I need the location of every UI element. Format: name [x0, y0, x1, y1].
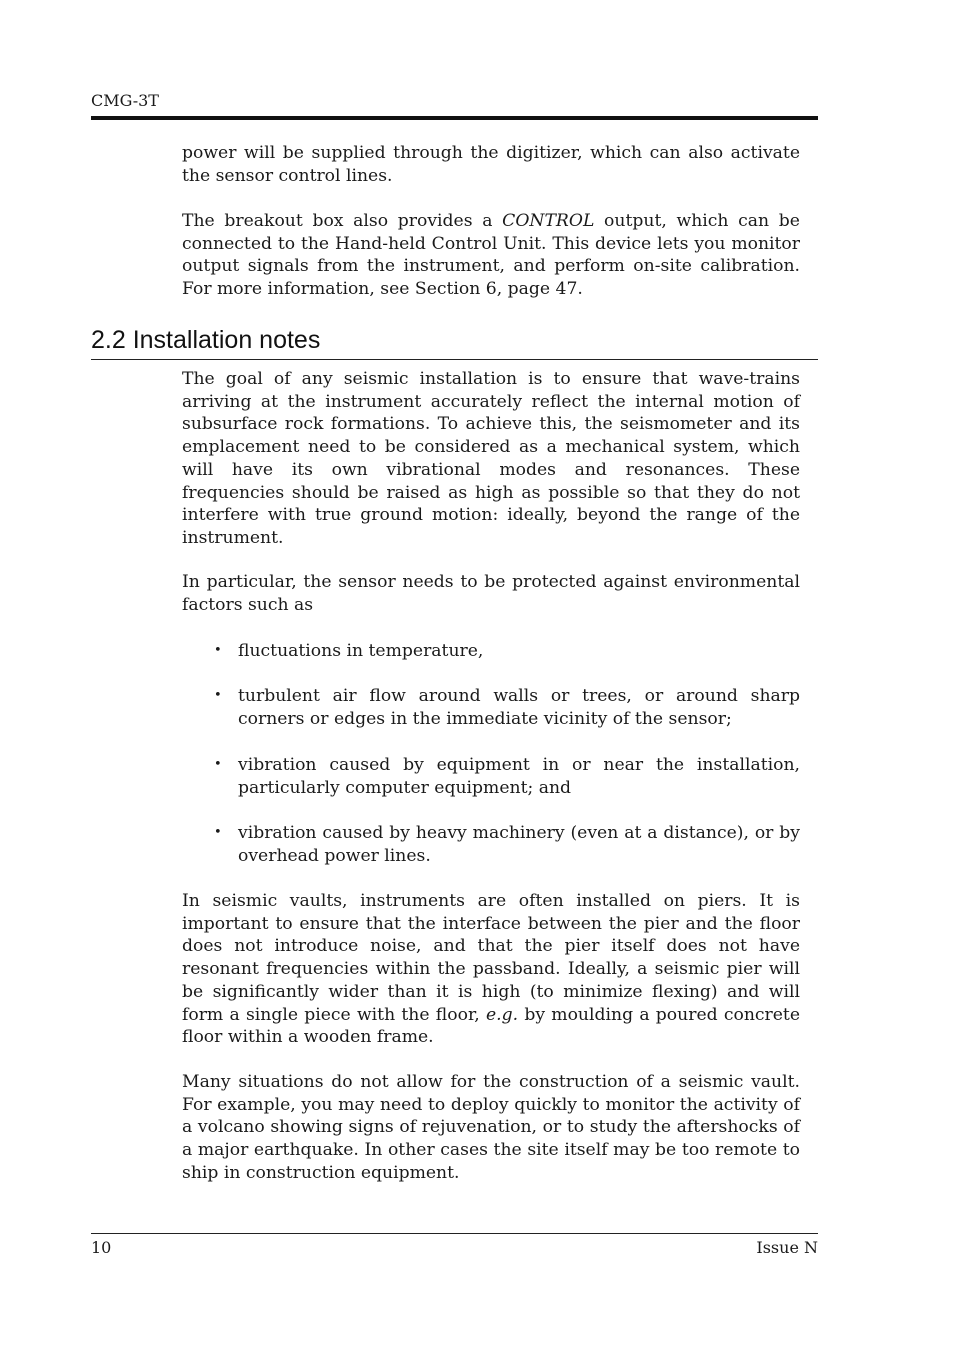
text-run: The breakout box also provides a: [182, 211, 503, 231]
paragraph-text: Many situations do not allow for the construction of a seismic vault. For example, you may need to deploy quickly to monitor the activity of a volcano showing signs of rejuvenation, or to study the aftershocks of a major earthquake. In other cases the site itself may be too remote to ship in construction equipment.: [182, 1072, 800, 1183]
text-run: output, which can be connected to the Hand-held Control Unit. This device lets you monitor output signals from the instrument, and perform on-site calibration. For more information, see Section 6, page 47.: [182, 211, 800, 300]
paragraph-text: power will be supplied through the digitizer, which can also activate the sensor control lines.: [182, 143, 800, 186]
paragraph-environmental-factors: [182, 571, 800, 616]
paragraph-breakout-box: [182, 210, 800, 301]
paragraph-text: In particular, the sensor needs to be protected against environmental factors such as: [182, 572, 800, 615]
paragraph-text: [182, 890, 800, 1049]
issue-label: Issue N: [756, 1238, 818, 1257]
section-heading: 2.2 Installation notes: [91, 326, 321, 354]
text-run: by moulding a poured concrete floor within a wooden frame.: [182, 1004, 800, 1048]
list-item-text: turbulent air flow around walls or trees, or around sharp corners or edges in the immediate vicinity of the sensor;: [238, 686, 800, 729]
running-header-title: CMG-3T: [91, 91, 159, 110]
page-number: 10: [91, 1238, 112, 1257]
paragraph-situations: [182, 1071, 800, 1185]
paragraph-text: The goal of any seismic installation is to ensure that wave-trains arriving at the instrument accurately reflect the internal motion of subsurface rock formations. To achieve this, the seismometer and its emplacement need to be considered as a mechanical system, which will have its own vibrational modes and resonances. These frequencies should be raised as high as possible so that they do not interfere with true ground motion: ideally, beyond the range of the instrument.: [182, 369, 800, 548]
bullet-marker: •: [214, 825, 222, 840]
list-item-text: vibration caused by equipment in or near the installation, particularly computer equipment; and: [238, 755, 800, 798]
paragraph-installation-goal: [182, 368, 800, 550]
paragraph-power-supply: [182, 142, 800, 187]
text-run: In seismic vaults, instruments are often installed on piers. It is important to ensure that the interface between the pier and the floor does not introduce noise, and that the pier itself does not have resonant frequencies within the passband. Ideally, a seismic pier will be significantly wider than it is high (to minimize flexing) and will form a single piece with the floor,: [182, 891, 800, 1025]
list-item-text: vibration caused by heavy machinery (even at a distance), or by overhead power lines.: [238, 823, 800, 866]
bullet-marker: •: [214, 688, 222, 703]
paragraph-seismic-vaults: [182, 890, 800, 1049]
paragraph-text: [182, 210, 800, 301]
bullet-marker: •: [214, 643, 222, 658]
section-rule: [91, 359, 818, 360]
control-term: CONTROL: [502, 211, 595, 231]
bullet-marker: •: [214, 757, 222, 772]
header-rule: [91, 116, 818, 120]
list-item-text: fluctuations in temperature,: [238, 641, 484, 661]
footer-rule: [91, 1233, 818, 1234]
eg-abbreviation: e.g.: [485, 1004, 519, 1025]
